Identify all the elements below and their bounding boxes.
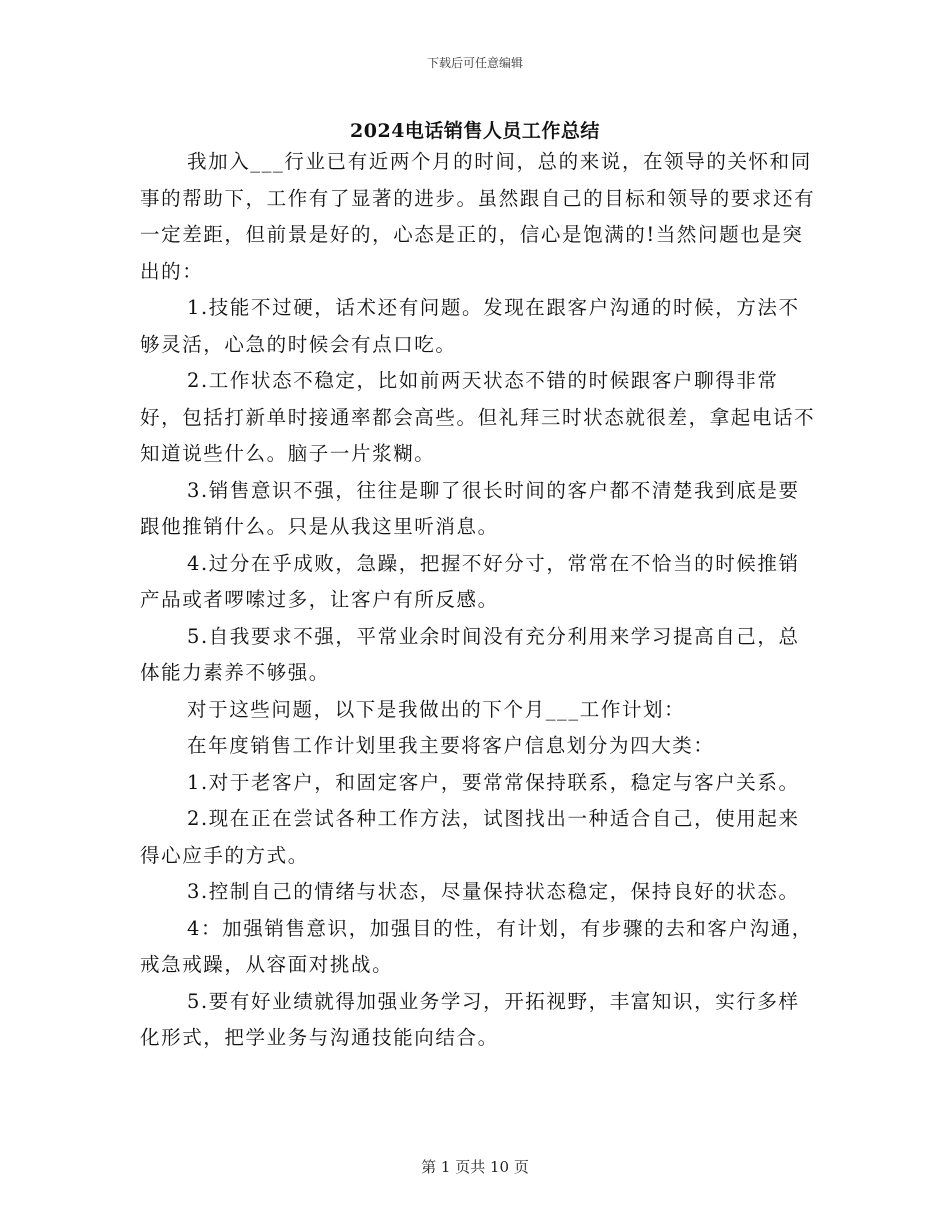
paragraph-problem-4: 4.过分在乎成败，急躁，把握不好分寸，常常在不恰当的时候推销产品或者啰嗦过多，让客户有所反感。 <box>140 551 800 611</box>
document-body <box>140 144 820 1057</box>
paragraph-problem-2: 2.工作状态不稳定，比如前两天状态不错的时候跟客户聊得非常好，包括打新单时接通率都会高些。但礼拜三时状态就很差，拿起电话不知道说些什么。脑子一片浆糊。 <box>140 369 816 465</box>
paragraph-problem-5: 5.自我要求不强，平常业余时间没有充分利用来学习提高自己，总体能力素养不够强。 <box>140 624 800 684</box>
paragraph-plan-intro: 对于这些问题，以下是我做出的下个月___工作计划： <box>187 697 686 721</box>
paragraph-problem-1: 1.技能不过硬，话术还有问题。发现在跟客户沟通的时候，方法不够灵活，心急的时候会有点口吃。 <box>140 296 800 356</box>
document-title: 2024电话销售人员工作总结 <box>350 120 600 142</box>
paragraph-plan-2: 2.现在正在尝试各种工作方法，试图找出一种适合自己，使用起来得心应手的方式。 <box>140 807 800 867</box>
paragraph-plan-4: 4：加强销售意识，加强目的性，有计划，有步骤的去和客户沟通，戒急戒躁，从容面对挑战。 <box>140 916 813 976</box>
paragraph-plan-categories: 在年度销售工作计划里我主要将客户信息划分为四大类： <box>187 734 715 757</box>
page-header-note: 下载后可任意编辑 <box>426 56 523 70</box>
paragraph-problem-3: 3.销售意识不强，往往是聊了很长时间的客户都不清楚我到底是要跟他推销什么。只是从我这里听消息。 <box>140 478 800 538</box>
paragraph-plan-1: 1.对于老客户，和固定客户，要常常保持联系，稳定与客户关系。 <box>187 770 800 794</box>
paragraph-plan-5: 5.要有好业绩就得加强业务学习，开拓视野，丰富知识，实行多样化形式，把学业务与沟通技能向结合。 <box>140 989 800 1049</box>
page-number: 第 1 页共 10 页 <box>421 1158 529 1176</box>
paragraph-intro: 我加入___行业已有近两个月的时间，总的来说，在领导的关怀和同事的帮助下，工作有了显著的进步。虽然跟自己的目标和领导的要求还有一定差距，但前景是好的，心态是正的，信心是饱满的!当然问题也是突出的： <box>140 150 816 283</box>
paragraph-plan-3: 3.控制自己的情绪与状态，尽量保持状态稳定，保持良好的状态。 <box>187 880 800 903</box>
